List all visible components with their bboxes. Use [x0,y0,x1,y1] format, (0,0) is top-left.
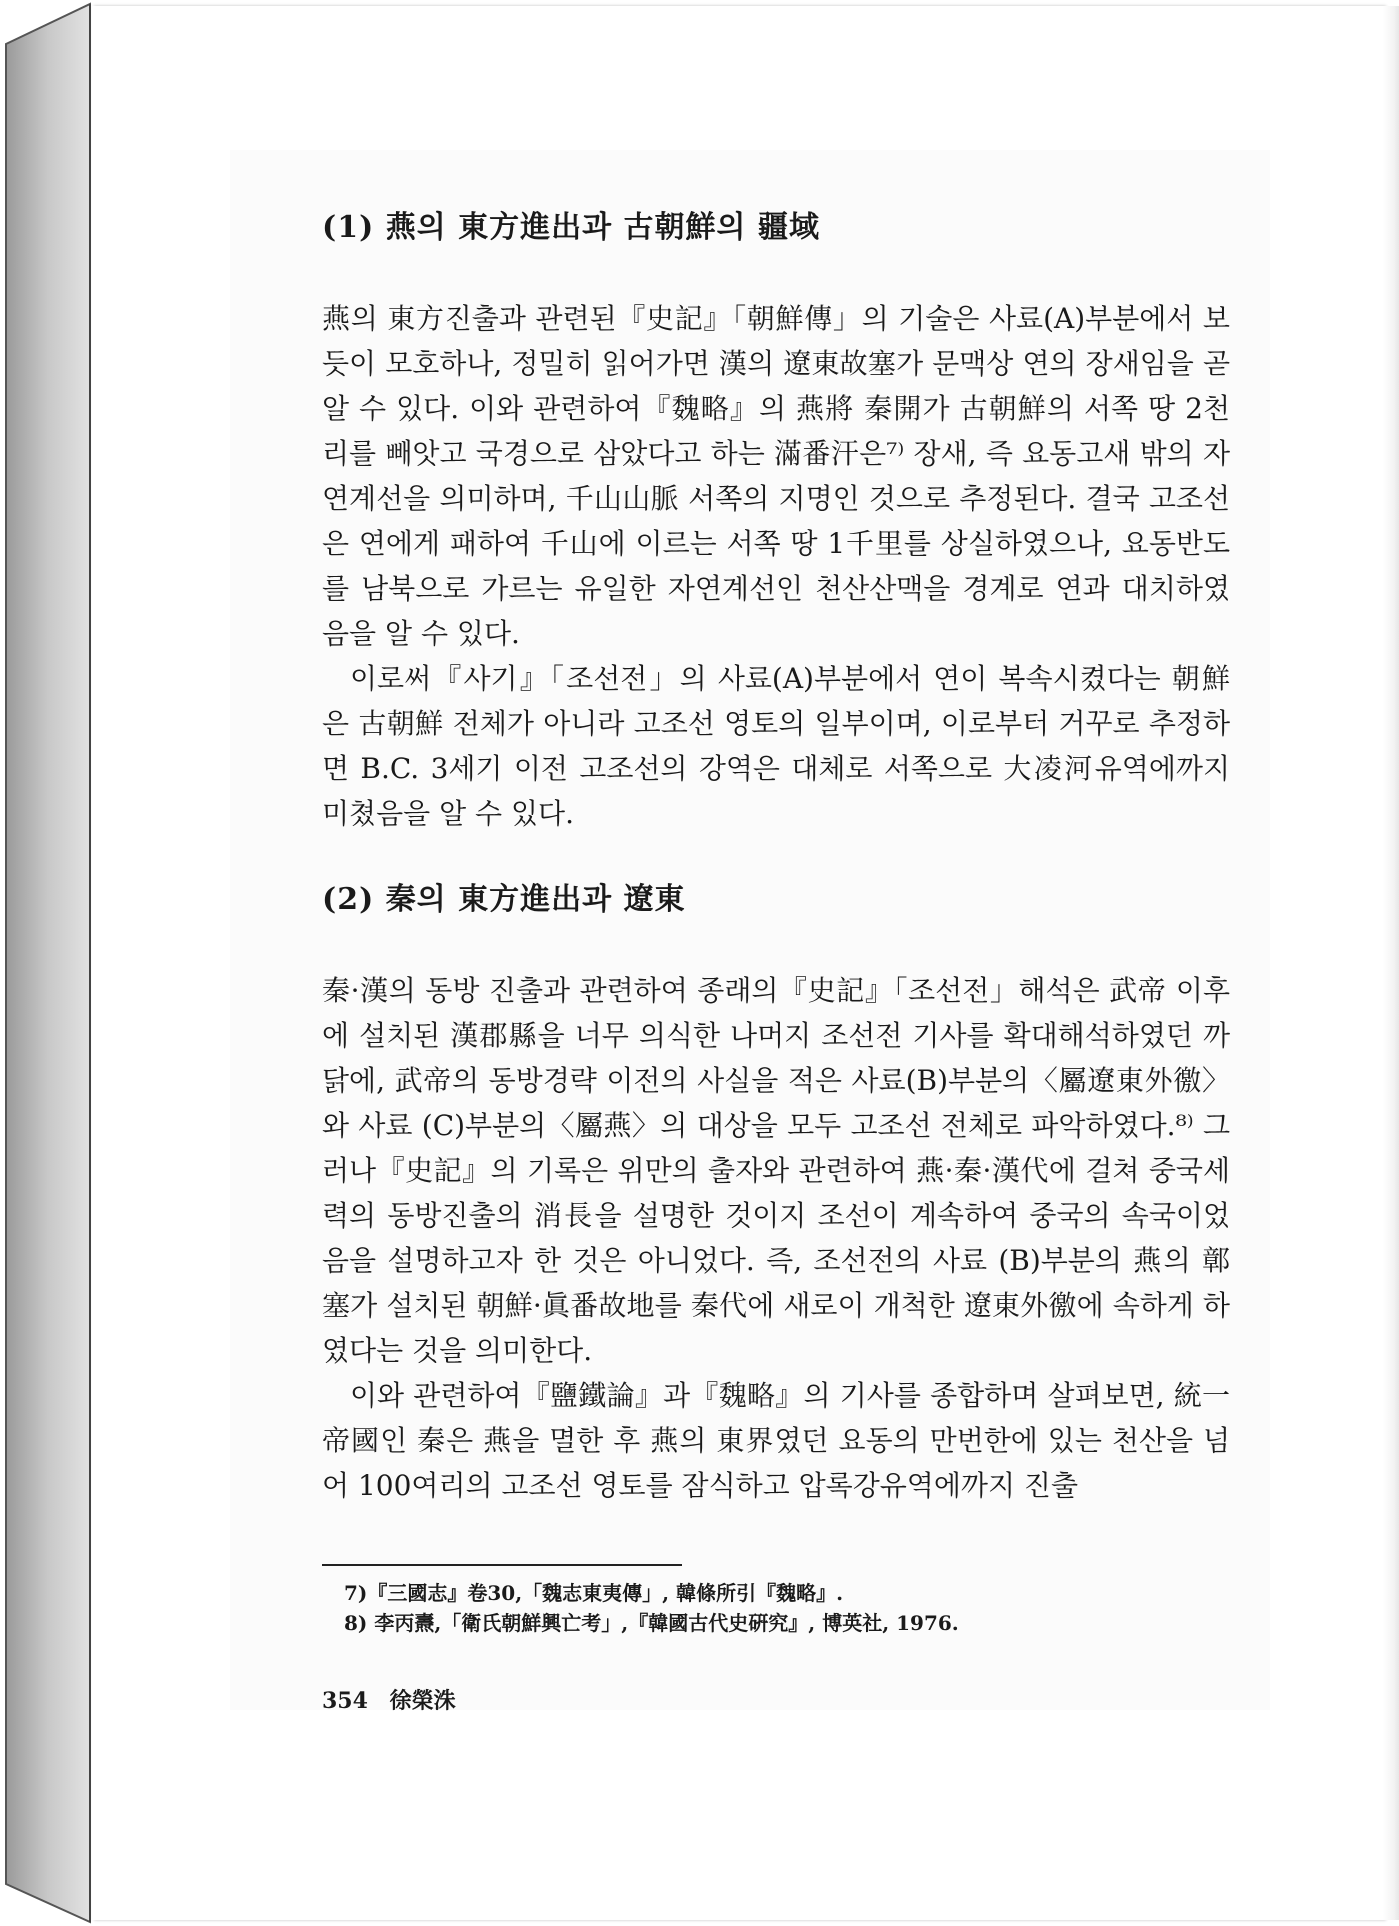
paragraph: 이로써『사기』「조선전」의 사료(A)부분에서 연이 복속시켰다는 朝鮮은 古朝鮮 전체가 아니라 고조선 영토의 일부이며, 이로부터 거꾸로 추정하면 B.C. 3세기 이전 고조선의 강역은 대체로 서쪽으로 大凌河유역에까지 미쳤음을 알 수 있다. [322,662,1230,830]
page-number: 354 [322,1688,368,1714]
page-content [230,150,1270,1714]
book-spine-edge [0,0,92,1926]
paragraph: 燕의 東方진출과 관련된『史記』「朝鮮傳」의 기술은 사료(A)부분에서 보듯이 모호하나, 정밀히 읽어가면 漢의 遼東故塞가 문맥상 연의 장새임을 곧 알 수 있다. 이와 관련하여『魏略』의 燕將 秦開가 古朝鮮의 서쪽 땅 2천리를 빼앗고 국경으로 삼았다고 하는 滿番汗은⁷⁾ 장새, 즉 요동고새 밖의 자연계선을 의미하며, 千山山脈 서쪽의 지명인 것으로 추정된다. 결국 고조선은 연에게 패하여 千山에 이르는 서쪽 땅 1千里를 상실하였으나, 요동반도를 남북으로 가르는 유일한 자연계선인 천산산맥을 경계로 연과 대치하였음을 알 수 있다. [322,302,1230,650]
section-title-1: (1) 燕의 東方進出과 古朝鮮의 疆域 [322,210,820,245]
footnote: 8) 李丙燾,「衛氏朝鮮興亡考」,『韓國古代史硏究』, 博英社, 1976. [344,1611,959,1635]
paragraph: 秦·漢의 동방 진출과 관련하여 종래의『史記』「조선전」해석은 武帝 이후에 설치된 漢郡縣을 너무 의식한 나머지 조선전 기사를 확대해석하였던 까닭에, 武帝의 동방경략 이전의 사실을 적은 사료(B)부분의〈屬遼東外徼〉와 사료 (C)부분의〈屬燕〉의 대상을 모두 고조선 전체로 파악하였다.⁸⁾ 그러나『史記』의 기록은 위만의 출자와 관련하여 燕·秦·漢代에 걸쳐 중국세력의 동방진출의 消長을 설명한 것이지 조선이 계속하여 중국의 속국이었음을 설명하고자 한 것은 아니었다. 즉, 조선전의 사료 (B)부분의 燕의 鄣塞가 설치된 朝鮮·眞番故地를 秦代에 새로이 개척한 遼東外徼에 속하게 하였다는 것을 의미한다. [322,974,1230,1367]
footnote: 7)『三國志』卷30,「魏志東夷傳」, 韓條所引『魏略』. [344,1581,844,1605]
page-footer [322,1684,1230,1715]
paragraph: 이와 관련하여『鹽鐵論』과『魏略』의 기사를 종합하며 살펴보면, 統一帝國인 秦은 燕을 멸한 후 燕의 東界였던 요동의 만번한에 있는 천산을 넘어 100여리의 고조선 영토를 잠식하고 압록강유역에까지 진출 [322,1379,1230,1502]
footnote-divider [322,1564,682,1566]
author-name: 徐榮洙 [389,1688,456,1714]
page-edge-shade [1383,6,1399,1920]
section-title-2: (2) 秦의 東方進出과 遼東 [322,882,686,917]
